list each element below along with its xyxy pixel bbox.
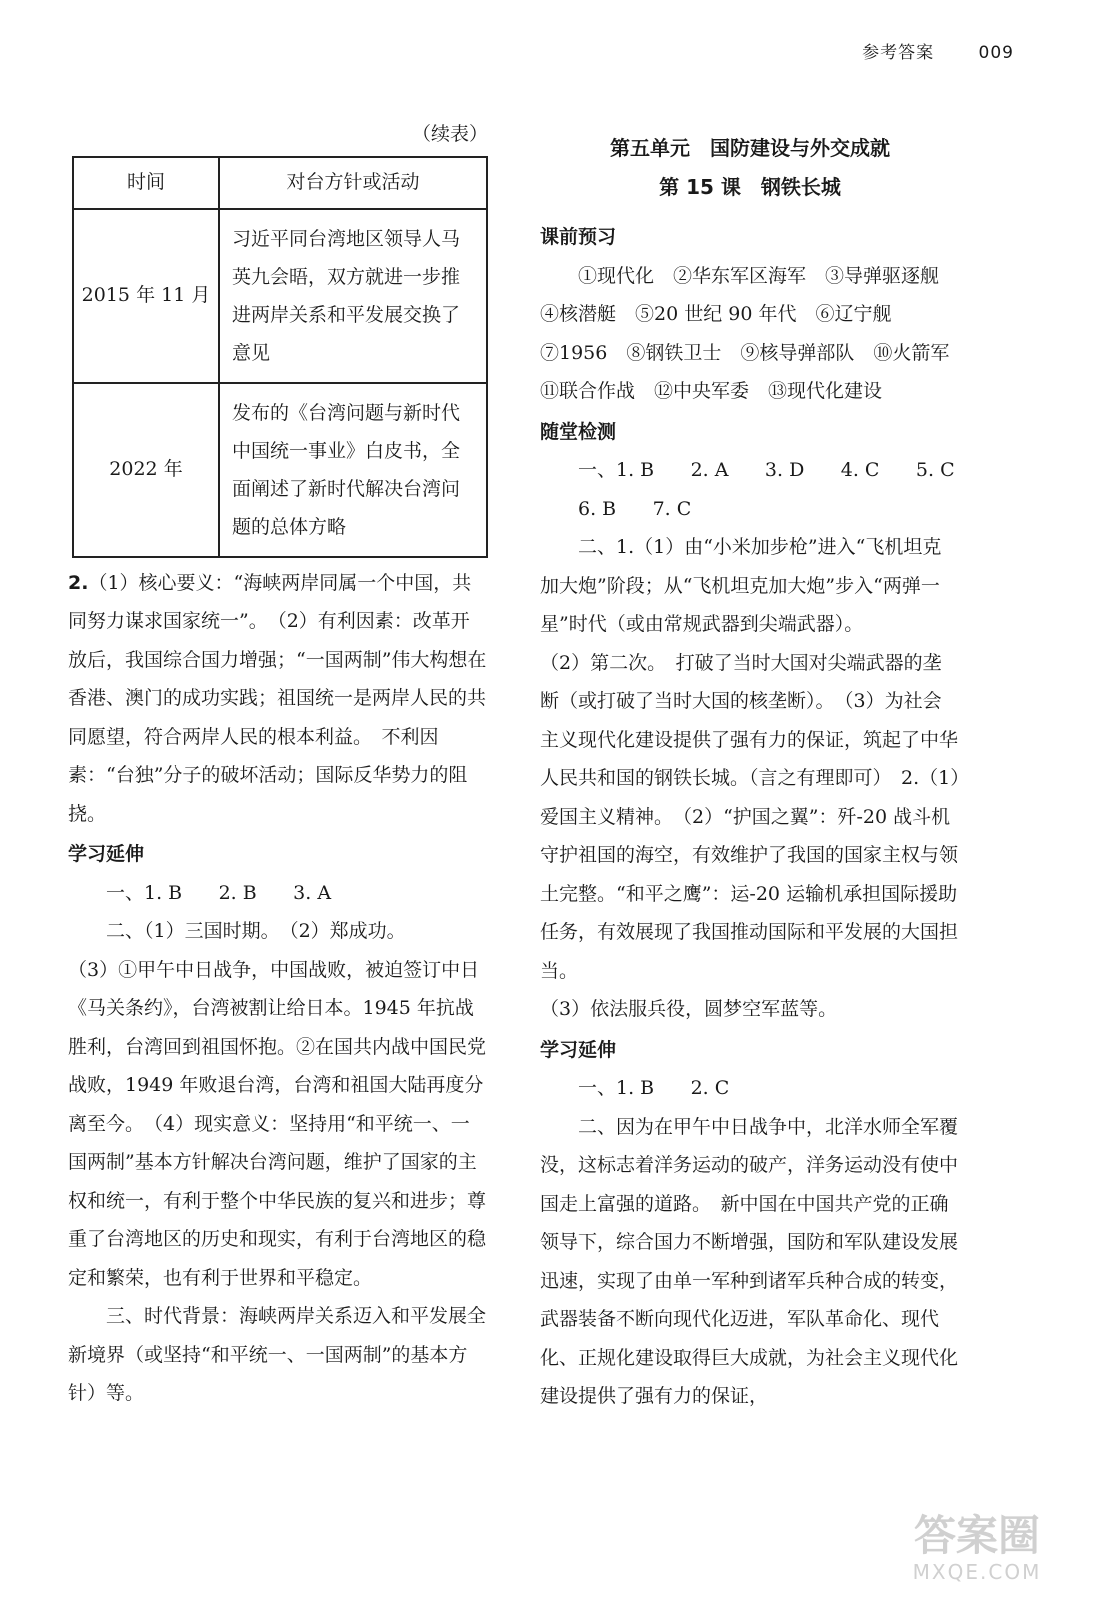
mc-answer: 一、1. B xyxy=(578,459,655,481)
table-header-activity: 对台方针或活动 xyxy=(219,157,487,209)
mc-answer: 5. C xyxy=(915,459,955,481)
mc-answers xyxy=(540,490,960,529)
page-number: 009 xyxy=(978,43,1014,63)
watermark-url: MXQE.COM xyxy=(912,1560,1042,1584)
question-2-text: （1）核心要义：“海峡两岸同属一个中国，共同努力谋求国家统一”。 （2）有利因素：改革开放后，我国综合国力增强；“一国两制”伟大构想在香港、澳门的成功实践；祖国统一是两岸人民的共同愿望，符合两岸人民的根本利益。 不利因素：“台独”分子的破坏活动；国际反华势力的阻挠。 xyxy=(68,571,487,825)
mc-answer: 3. A xyxy=(293,881,332,904)
answer-paragraph: （3）依法服兵役，圆梦空军蓝等。 xyxy=(540,998,838,1020)
answer-paragraph: （2）第二次。 打破了当时大国对尖端武器的垄断（或打破了当时大国的核垄断）。 （3）为社会主义现代化建设提供了强有力的保证，筑起了中华人民共和国的钢铁长城。（言之有理即可） 2.（1）爱国主义精神。 （2）“护国之翼”：歼-20 战斗机守护祖国的海空，有效维护了我国的国家主权与领土完整。“和平之鹰”：运-20 运输机承担国际援助任务，有效展现了我国推动国际和平发展的大国担当。 xyxy=(540,651,960,982)
table-cell-time: 2022 年 xyxy=(73,383,219,557)
question-2-number: 2. xyxy=(68,571,89,594)
mc-answers xyxy=(68,874,488,913)
watermark-logo-text: 答案圈 xyxy=(913,1511,1040,1560)
table-header-row xyxy=(73,157,487,209)
question-2-answer xyxy=(68,564,488,834)
unit-title: 第五单元 国防建设与外交成就 xyxy=(610,136,890,160)
answer-paragraph: 二、1.（1）由“小米加步枪”进入“飞机坦克加大炮”阶段；从“飞机坦克加大炮”步入“两弹一星”时代（或由常规武器到尖端武器）。 xyxy=(540,536,942,635)
answer-paragraph: 三、时代背景：海峡两岸关系迈入和平发展全新境界（或坚持“和平统一、一国两制”的基本方针）等。 xyxy=(68,1305,487,1404)
continued-label: （续表） xyxy=(411,123,488,145)
table-header-time: 时间 xyxy=(73,157,219,209)
mc-answers xyxy=(540,1069,960,1108)
section-title-extension: 学习延伸 xyxy=(68,843,145,865)
answer-paragraph: （3）①甲午中日战争，中国战败，被迫签订中日《马关条约》，台湾被割让给日本。1945 年抗战胜利，台湾回到祖国怀抱。②在国共内战中国民党战败，1949 年败退台湾，台湾和祖国大陆再度分离至今。 （4）现实意义：坚持用“和平统一、一国两制”基本方针解决台湾问题，维护了国家的主权和统一，有利于整个中华民族的复兴和进步；尊重了台湾地区的历史和现实，有利于台湾地区的稳定和繁荣，也有利于世界和平稳定。 xyxy=(68,958,487,1289)
answer-paragraph: 二、（1）三国时期。 （2）郑成功。 xyxy=(106,920,406,942)
mc-answer: 3. D xyxy=(764,459,805,481)
mc-answer: 2. B xyxy=(218,881,257,904)
answer-paragraph: 二、因为在甲午中日战争中，北洋水师全军覆没，这标志着洋务运动的破产，洋务运动没有使中国走上富强的道路。 新中国在中国共产党的正确领导下，综合国力不断增强，国防和军队建设发展迅速，实现了由单一军种到诸军兵种合成的转变，武器装备不断向现代化迈进，军队革命化、现代化、正规化建设取得巨大成就，为社会主义现代化建设提供了强有力的保证， xyxy=(540,1115,959,1407)
table-cell-time: 2015 年 11 月 xyxy=(73,209,219,383)
right-column xyxy=(540,115,969,1416)
section-title-extension: 学习延伸 xyxy=(540,1038,617,1061)
preview-answers: ①现代化 ②华东军区海军 ③导弹驱逐舰 ④核潜艇 ⑤20 世纪 90 年代 ⑥辽宁舰 ⑦1956 ⑧钢铁卫士 ⑨核导弹部队 ⑩火箭军 ⑪联合作战 ⑫中央军委 ⑬现代化建设 xyxy=(540,264,969,402)
site-watermark xyxy=(892,1512,1062,1592)
section-label: 参考答案 xyxy=(862,43,935,63)
table-row xyxy=(73,383,487,557)
table-cell-activity: 发布的《台湾问题与新时代中国统一事业》白皮书，全面阐述了新时代解决台湾问题的总体方略 xyxy=(219,383,487,557)
table-row xyxy=(73,209,487,383)
mc-answer: 一、1. B xyxy=(106,881,183,904)
mc-answer: 一、1. B xyxy=(578,1077,655,1099)
mc-answers xyxy=(540,451,960,490)
table-cell-activity: 习近平同台湾地区领导人马英九会晤，双方就进一步推进两岸关系和平发展交换了意见 xyxy=(219,209,487,383)
page-header xyxy=(862,38,1014,63)
taiwan-policy-table xyxy=(72,156,488,558)
mc-answer: 2. A xyxy=(690,459,729,481)
mc-answer: 7. C xyxy=(652,497,692,520)
mc-answer: 2. C xyxy=(690,1077,730,1099)
mc-answer: 4. C xyxy=(840,459,880,481)
left-column xyxy=(68,115,488,1413)
section-title-preview: 课前预习 xyxy=(540,226,617,248)
lesson-title: 第 15 课 钢铁长城 xyxy=(659,174,841,199)
section-title-check: 随堂检测 xyxy=(540,420,617,443)
mc-answer: 6. B xyxy=(578,497,617,520)
